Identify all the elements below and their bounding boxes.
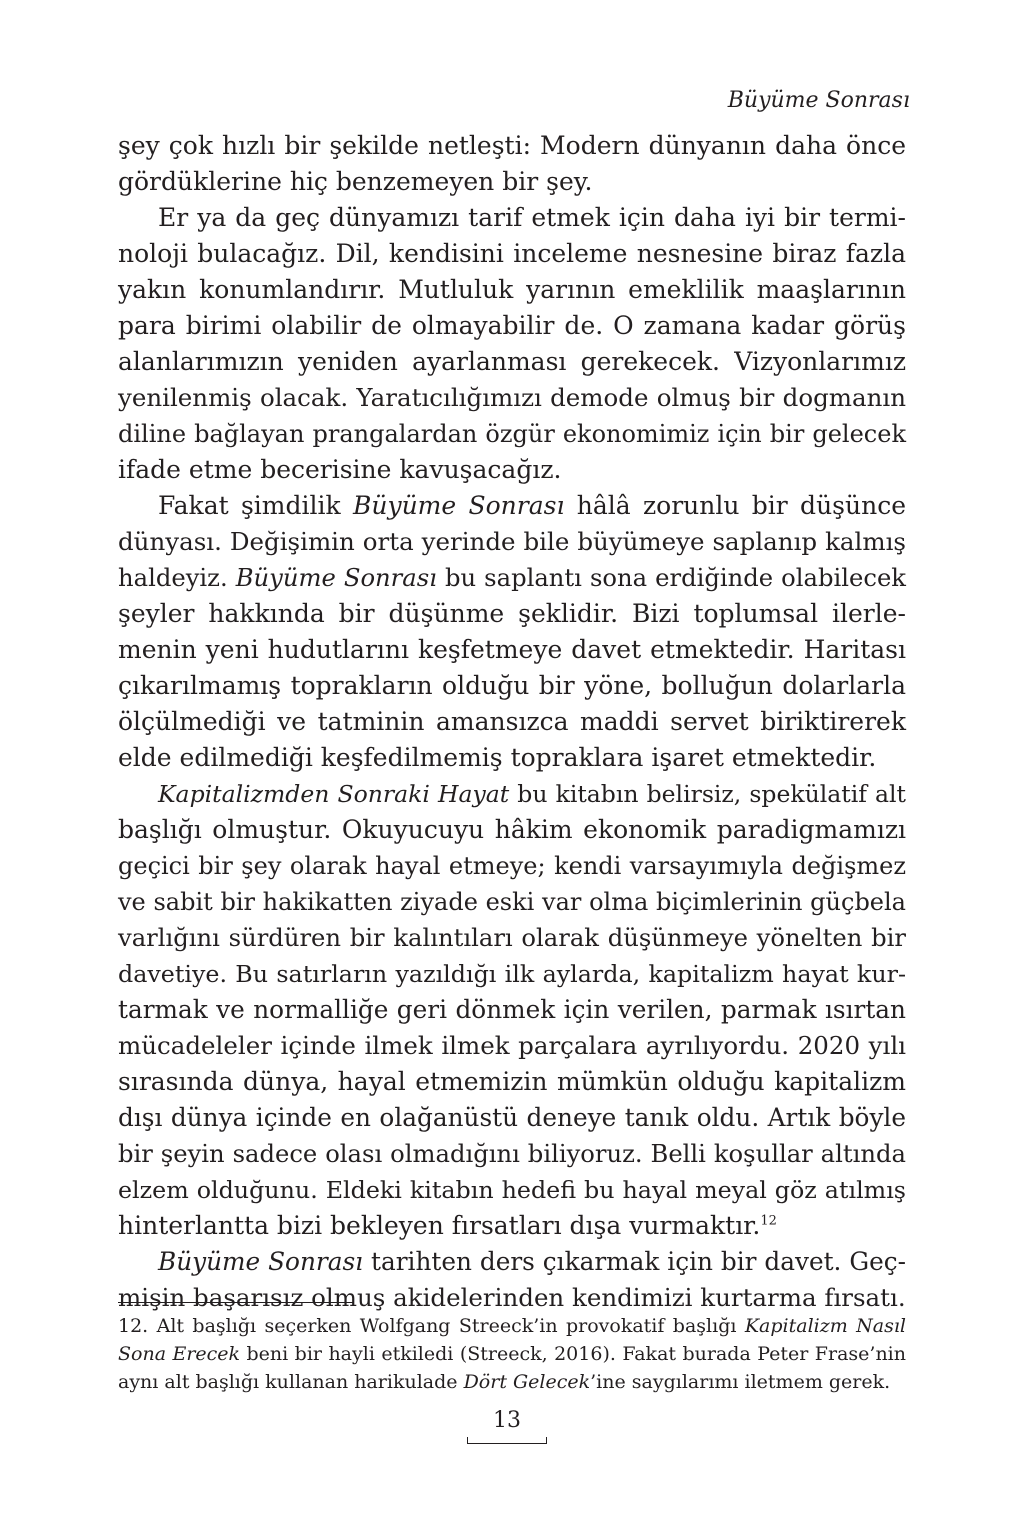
text-line: hinterlantta bizi bekleyen fırsatları dışa vurmaktır.$^{12}$ xyxy=(118,1211,777,1240)
text-line: diline bağlayan prangalardan özgür ekonomimiz için bir gelecek xyxy=(118,420,906,448)
text-line: gördüklerine hiç benzemeyen bir şey. xyxy=(118,167,593,196)
text-line: Büyüme Sonrası tarihten ders çıkarmak için bir davet. Geç- xyxy=(158,1247,906,1276)
italic-title: Büyüme Sonrası xyxy=(158,1247,364,1276)
text-line: yakın konumlandırır. Mutluluk yarının emeklilik maaşlarının xyxy=(118,275,906,304)
text-line: sırasında dünya, hayal etmemizin mümkün olduğu kapitalizm xyxy=(118,1067,906,1096)
text-line: ve sabit bir hakikatten ziyade eski var olma biçimlerinin güçbela xyxy=(118,888,906,916)
text-line: yenilenmiş olacak. Yaratıcılığımızı demode olmuş bir dogmanın xyxy=(118,383,906,412)
text-line: geçici bir şey olarak hayal etmeye; kendi varsayımıyla değişmez xyxy=(118,852,906,880)
text-line: para birimi olabilir de olmayabilir de. O zamana kadar görüş xyxy=(118,311,906,340)
text-line: davetiye. Bu satırların yazıldığı ilk aylarda, kapitalizm hayat kur- xyxy=(118,960,906,988)
running-head: Büyüme Sonrası xyxy=(727,88,910,113)
text-line: dünyası. Değişimin orta yerinde bile büyümeye saplanıp kalmış xyxy=(118,527,906,556)
text-line: alanlarımızın yeniden ayarlanması gerekecek. Vizyonlarımız xyxy=(118,347,906,376)
footnote-divider xyxy=(118,1302,354,1303)
text-line: şeyler hakkında bir düşünme şeklidir. Bizi toplumsal ilerle- xyxy=(118,599,906,628)
text-line: çıkarılmamış toprakların olduğu bir yöne, bolluğun dolarlarla xyxy=(118,671,906,700)
text-line: elde edilmediği keşfedilmemiş topraklara işaret etmektedir. xyxy=(118,743,877,772)
text-line: tarmak ve normalliğe geri dönmek için verilen, parmak ısırtan xyxy=(118,995,906,1024)
footnote-line: aynı alt başlığı kullanan harikulade Dört Gelecek’ine saygılarımı iletmem gerek. xyxy=(118,1371,891,1393)
text-line: elzem olduğunu. Eldeki kitabın hedefi bu hayal meyal göz atılmış xyxy=(118,1176,906,1204)
italic-title: Kapitalizmden Sonraki Hayat xyxy=(158,780,510,808)
text-line: Fakat şimdilik Büyüme Sonrası hâlâ zorunlu bir düşünce xyxy=(158,491,906,520)
text-line: şey çok hızlı bir şekilde netleşti: Modern dünyanın daha önce xyxy=(118,131,906,160)
text-line: dışı dünya içinde en olağanüstü deneye tanık oldu. Artık böyle xyxy=(118,1103,906,1132)
text-line: ölçülmediği ve tatminin amansızca maddi servet biriktirerek xyxy=(118,707,906,736)
text-line: Er ya da geç dünyamızı tarif etmek için daha iyi bir termi- xyxy=(158,203,906,232)
text-line: mücadeleler içinde ilmek ilmek parçalara ayrılıyordu. 2020 yılı xyxy=(118,1031,906,1060)
footnote-line: Sona Erecek beni bir hayli etkiledi (Streeck, 2016). Fakat burada Peter Frase’nin xyxy=(118,1343,906,1365)
body-text xyxy=(118,128,906,1316)
text-line: başlığı olmuştur. Okuyucuyu hâkim ekonomik paradigmamızı xyxy=(118,815,906,844)
footnote xyxy=(118,1312,906,1396)
text-line: haldeyiz. Büyüme Sonrası bu saplantı sona erdiğinde olabilecek xyxy=(118,563,906,592)
italic-title: Sona Erecek xyxy=(118,1343,241,1365)
italic-title: Büyüme Sonrası xyxy=(352,491,565,520)
footnote-line: 12. Alt başlığı seçerken Wolfgang Streeck’in provokatif başlığı Kapitalizm Nasıl xyxy=(118,1315,906,1337)
text-line: Kapitalizmden Sonraki Hayat bu kitabın belirsiz, spekülatif alt xyxy=(158,780,906,808)
page-number-ornament xyxy=(467,1437,547,1444)
text-line: mişin başarısız olmuş akidelerinden kendimizi kurtarma fırsatı. xyxy=(118,1283,906,1312)
text-line: menin yeni hudutlarını keşfetmeye davet etmektedir. Haritası xyxy=(118,635,906,664)
page-number: 13 xyxy=(493,1408,521,1433)
text-line: noloji bulacağız. Dil, kendisini inceleme nesnesine biraz fazla xyxy=(118,239,906,268)
italic-title: Büyüme Sonrası xyxy=(235,563,437,592)
footnote-ref: 12 xyxy=(760,1213,777,1229)
italic-title: Dört Gelecek xyxy=(463,1371,591,1393)
italic-title: Kapitalizm Nasıl xyxy=(744,1315,906,1337)
text-line: ifade etme becerisine kavuşacağız. xyxy=(118,455,562,484)
text-line: varlığını sürdüren bir kalıntıları olarak düşünmeye yönelten bir xyxy=(118,923,906,952)
text-line: bir şeyin sadece olası olmadığını biliyoruz. Belli koşullar altında xyxy=(118,1139,906,1168)
